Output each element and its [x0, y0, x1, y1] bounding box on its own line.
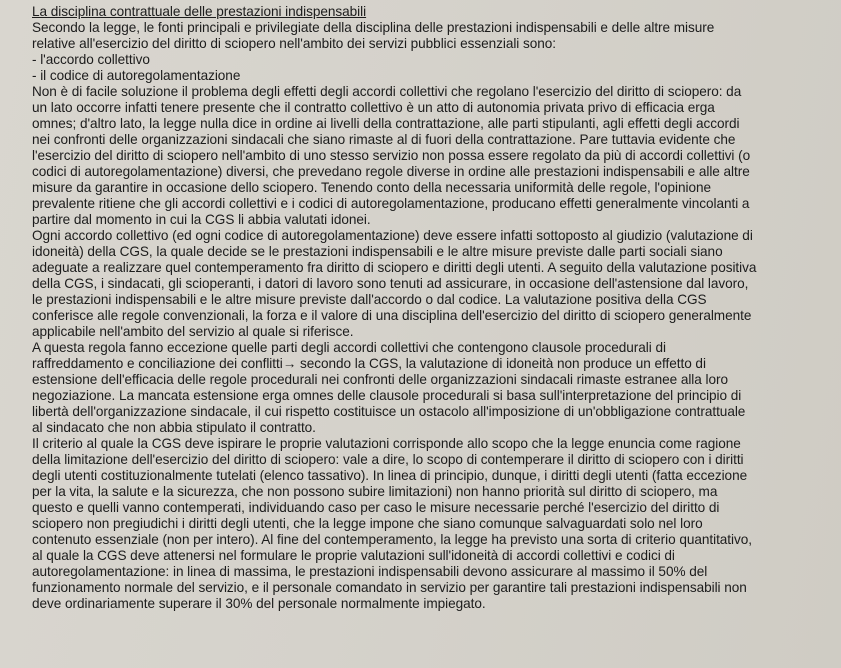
text-line: - l'accordo collettivo: [32, 52, 150, 67]
text-line: un lato occorre infatti tenere presente che il contratto collettivo è un atto di autonomia privata privo di efficacia erga: [32, 100, 715, 115]
text-line: Ogni accordo collettivo (ed ogni codice di autoregolamentazione) deve essere infatti sottoposto al giudizio (valutazione di: [32, 228, 753, 243]
text-line: Secondo la legge, le fonti principali e privilegiate della disciplina delle prestazioni indispensabili e delle altre misure: [32, 20, 715, 35]
text-line: Il criterio al quale la CGS deve ispirare le proprie valutazioni corrisponde allo scopo che la legge enuncia come ragione: [32, 436, 741, 451]
text-line: - il codice di autoregolamentazione: [32, 68, 241, 83]
text-line: l'esercizio del diritto di sciopero nell'ambito di uno stesso servizio non possa essere regolato da più di accordi collettivi (o: [32, 148, 751, 163]
text-line: raffreddamento e conciliazione dei conflitti→ secondo la CGS, la valutazione di idoneità non produce un effetto di: [32, 356, 706, 371]
text-line: degli utenti costituzionalmente tutelati (elenco tassativo). In linea di principio, dunque, i diritti degli utenti (fatta eccezione: [32, 468, 748, 483]
document-title: La disciplina contrattuale delle prestazioni indispensabili: [32, 4, 367, 19]
text-line: idoneità) della CGS, la quale decide se le prestazioni indispensabili e le altre misure previste dalle parti sociali siano: [32, 244, 723, 259]
text-line: questo e quelli vanno contemperati, individuando caso per caso le misure necessarie perché l'esercizio del diritto di: [32, 500, 720, 515]
text-line: al sindacato che non abbia stipulato il contratto.: [32, 420, 316, 435]
text-line: della limitazione dell'esercizio del diritto di sciopero: vale a dire, lo scopo di contemperare il diritto di sciopero con i diritti: [32, 452, 744, 467]
text-line: libertà dell'organizzazione sindacale, il cui rispetto costituisce un ostacolo all'imposizione di un'obbligazione contrattuale: [32, 404, 746, 419]
text-line: A questa regola fanno eccezione quelle parti degli accordi collettivi che contengono clausole procedurali di: [32, 340, 666, 355]
text-line: della CGS, i sindacati, gli scioperanti, i datori di lavoro sono tenuti ad assicurare, in occasione dell'astensione dal lavoro,: [32, 276, 749, 291]
text-line: codici di autoregolamentazione) diversi, che prevedano regole diverse in ordine alle prestazioni indispensabili e alle altre: [32, 164, 750, 179]
text-line: per la vita, la salute e la sicurezza, che non possono subire limitazioni) non hanno priorità sul diritto di sciopero, ma: [32, 484, 718, 499]
text-line: al quale la CGS deve attenersi nel formulare le proprie valutazioni sull'idoneità di accordi collettivi e codici di: [32, 548, 675, 563]
text-line: negoziazione. La mancata estensione erga omnes delle clausole procedurali si basa sull'interpretazione del principio di: [32, 388, 742, 403]
text-line: sciopero non pregiudichi i diritti degli utenti, che la legge impone che siano comunque salvaguardati solo nel loro: [32, 516, 703, 531]
text-line: le prestazioni indispensabili e le altre misure previste dall'accordo o dal codice. La valutazione positiva della CGS: [32, 292, 707, 307]
text-line: relative all'esercizio del diritto di sciopero nell'ambito dei servizi pubblici essenziali sono:: [32, 36, 557, 51]
text-line: omnes; d'altro lato, la legge nulla dice in ordine ai livelli della contrattazione, alle parti stipulanti, agli effetti degli accordi: [32, 116, 740, 131]
text-line: funzionamento normale del servizio, e il personale comandato in servizio per garantire tali prestazioni indispensabili non: [32, 580, 747, 595]
text-line: Non è di facile soluzione il problema degli effetti degli accordi collettivi che regolano l'esercizio del diritto di sciopero: da: [32, 84, 742, 99]
text-line: adeguate a realizzare quel contemperamento fra diritto di sciopero e diritti degli utenti. A seguito della valutazione positiva: [32, 260, 757, 275]
text-line: prevalente ritiene che gli accordi collettivi e i codici di autoregolamentazione, producano effetti generalmente vincolanti a: [32, 196, 750, 211]
text-line: deve ordinariamente superare il 30% del personale normalmente impiegato.: [32, 596, 486, 611]
text-line: applicabile nell'ambito del servizio al quale si riferisce.: [32, 324, 354, 339]
text-line: nei confronti delle organizzazioni sindacali che siano rimaste al di fuori della contrattazione. Pare tuttavia evidente che: [32, 132, 736, 147]
text-line: partire dal momento in cui la CGS li abbia valutati idonei.: [32, 212, 371, 227]
text-line: estensione dell'efficacia delle regole procedurali nei confronti delle organizzazioni sindacali rimaste estranee alla loro: [32, 372, 728, 387]
text-line: conferisce alle regole convenzionali, la forza e il valore di una disciplina dell'esercizio del diritto di sciopero generalmente: [32, 308, 752, 323]
text-line: misure da garantire in occasione dello sciopero. Tenendo conto della necessaria uniformità delle regole, l'opinione: [32, 180, 711, 195]
text-line: contenuto essenziale (non per intero). Al fine del contemperamento, la legge ha previsto una sorta di criterio quantitativo,: [32, 532, 752, 547]
text-line: autoregolamentazione: in linea di massima, le prestazioni indispensabili devono assicurare al massimo il 50% del: [32, 564, 708, 579]
